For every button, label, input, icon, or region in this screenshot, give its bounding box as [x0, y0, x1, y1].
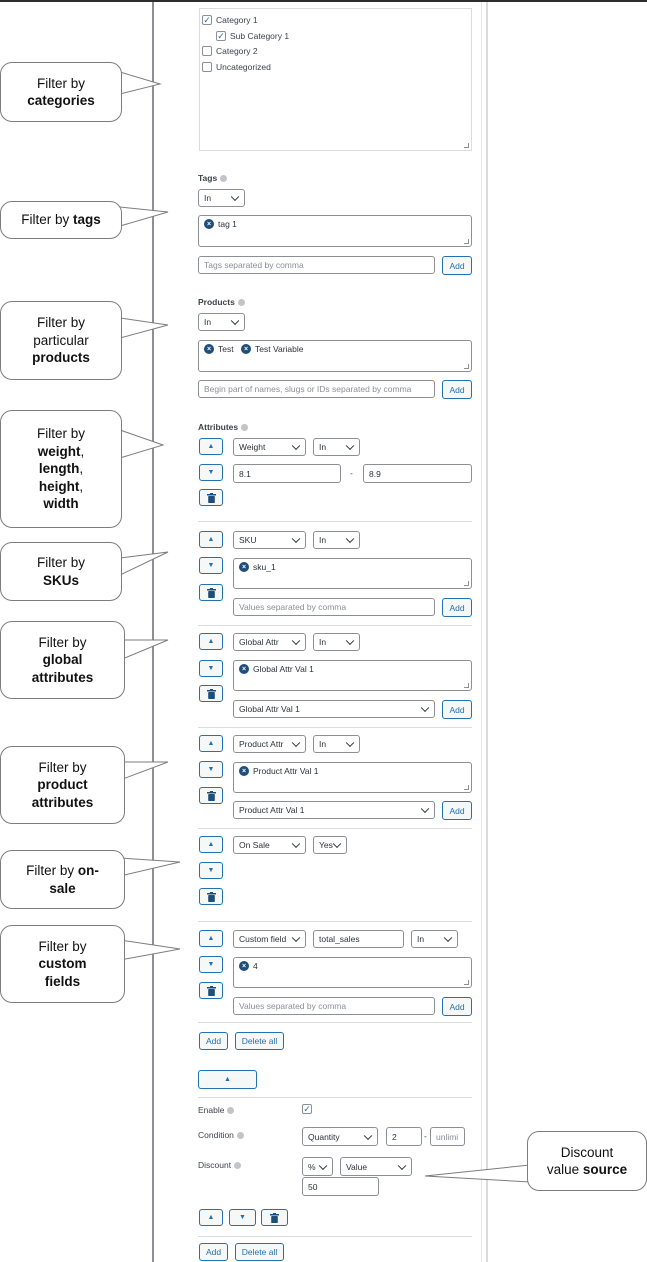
products-label: Products: [198, 297, 245, 307]
product-chip-test-variable: × Test Variable: [241, 344, 304, 354]
arrow-down-icon: ▼: [207, 469, 215, 476]
custom-value-chip: × 4: [239, 961, 258, 971]
products-operator-select[interactable]: In: [198, 313, 245, 331]
pointer-global: [120, 640, 168, 660]
remove-chip-icon[interactable]: ×: [239, 961, 249, 971]
arrow-up-icon: ▲: [224, 1076, 231, 1083]
tags-label: Tags: [198, 173, 227, 183]
delete-all-attributes-button[interactable]: Delete all: [235, 1032, 284, 1050]
pointer-skus: [120, 552, 168, 575]
uncategorized-label: Uncategorized: [216, 62, 271, 72]
delete-all-rules-button[interactable]: Delete all: [235, 1243, 284, 1261]
callout-tags: Filter by tags: [0, 201, 122, 239]
pointer-dimensions: [120, 430, 163, 458]
discount-value-input[interactable]: 50: [302, 1177, 379, 1196]
tags-operator-select[interactable]: In: [198, 189, 245, 207]
arrow-down-icon: ▼: [207, 665, 215, 672]
onsale-attribute-select[interactable]: On Sale: [233, 836, 306, 854]
arrow-up-icon: ▲: [207, 1214, 215, 1221]
sku-chip: × sku_1: [239, 562, 276, 572]
arrow-down-icon: ▼: [207, 961, 215, 968]
tags-add-button[interactable]: Add: [442, 256, 472, 275]
condition-min-input[interactable]: 2: [386, 1127, 422, 1146]
onsale-value-select[interactable]: Yes: [313, 836, 347, 854]
global-attr-chip: × Global Attr Val 1: [239, 664, 314, 674]
pointer-onsale: [120, 858, 180, 876]
category-1-checkbox[interactable]: ✓: [203, 14, 211, 25]
callout-global: Filter by global attributes: [0, 621, 125, 699]
custom-values-input[interactable]: Values separated by comma: [233, 997, 435, 1015]
remove-chip-icon[interactable]: ×: [204, 219, 214, 229]
arrow-up-icon: ▲: [207, 536, 215, 543]
sku-add-button[interactable]: Add: [442, 598, 472, 617]
discount-source-select[interactable]: Value: [340, 1157, 412, 1176]
category-1-label: Category 1: [216, 15, 258, 25]
remove-chip-icon[interactable]: ×: [239, 664, 249, 674]
custom-add-button[interactable]: Add: [442, 997, 472, 1016]
tags-input[interactable]: Tags separated by comma: [198, 256, 435, 274]
custom-attribute-select[interactable]: Custom field: [233, 930, 306, 948]
sub-category-1-checkbox[interactable]: ✓: [217, 30, 225, 41]
condition-separator: -: [424, 1131, 427, 1141]
callout-discount: Discount value source: [527, 1131, 647, 1191]
weight-max-input[interactable]: 8.9: [363, 464, 472, 483]
product-chip-test: × Test: [204, 344, 234, 354]
arrow-up-icon: ▲: [207, 740, 215, 747]
weight-operator-select[interactable]: In: [313, 438, 360, 456]
add-attribute-button[interactable]: Add: [199, 1032, 228, 1050]
global-operator-select[interactable]: In: [313, 633, 360, 651]
arrow-up-icon: ▲: [207, 443, 215, 450]
sku-attribute-select[interactable]: SKU: [233, 531, 306, 549]
arrow-down-icon: ▼: [207, 562, 215, 569]
weight-attribute-select[interactable]: Weight: [233, 438, 306, 456]
pointer-custom: [120, 940, 180, 960]
arrow-down-icon: ▼: [207, 766, 215, 773]
pointer-products: [120, 318, 168, 338]
pointer-product-attr: [120, 762, 168, 780]
discount-label: Discount: [198, 1160, 241, 1170]
callout-dimensions: Filter by weight, length, height, width: [0, 410, 122, 528]
arrow-up-icon: ▲: [207, 841, 215, 848]
remove-chip-icon[interactable]: ×: [239, 562, 249, 572]
enable-checkbox[interactable]: ✓: [303, 1103, 311, 1114]
arrow-down-icon: ▼: [207, 867, 215, 874]
remove-chip-icon[interactable]: ×: [239, 766, 249, 776]
callout-product-attr: Filter by product attributes: [0, 746, 125, 824]
remove-chip-icon[interactable]: ×: [241, 344, 251, 354]
category-2-label: Category 2: [216, 46, 258, 56]
attributes-label: Attributes: [198, 422, 248, 432]
discount-unit-select[interactable]: %: [302, 1157, 333, 1176]
pointer-discount: [425, 1165, 530, 1182]
weight-min-input[interactable]: 8.1: [233, 464, 341, 483]
callout-categories: Filter by categories: [0, 62, 122, 122]
products-add-button[interactable]: Add: [442, 380, 472, 399]
tag-chip: × tag 1: [204, 219, 237, 229]
sku-input[interactable]: Values separated by comma: [233, 598, 435, 616]
arrow-up-icon: ▲: [207, 935, 215, 942]
callout-products: Filter by particular products: [0, 301, 122, 380]
custom-field-name-input[interactable]: total_sales: [313, 930, 404, 948]
global-value-select[interactable]: Global Attr Val 1: [233, 700, 435, 718]
arrow-up-icon: ▲: [207, 638, 215, 645]
remove-chip-icon[interactable]: ×: [204, 344, 214, 354]
pointer-tags: [120, 207, 168, 226]
range-separator: -: [350, 468, 353, 478]
condition-max-input[interactable]: unlimi: [430, 1127, 465, 1146]
product-add-button[interactable]: Add: [442, 801, 472, 820]
custom-operator-select[interactable]: In: [411, 930, 458, 948]
global-add-button[interactable]: Add: [442, 700, 472, 719]
callout-custom: Filter by custom fields: [0, 925, 125, 1003]
sub-category-1-label: Sub Category 1: [230, 31, 290, 41]
products-input[interactable]: Begin part of names, slugs or IDs separated by comma: [198, 380, 435, 398]
product-attribute-select[interactable]: Product Attr: [233, 735, 306, 753]
global-attribute-select[interactable]: Global Attr: [233, 633, 306, 651]
product-operator-select[interactable]: In: [313, 735, 360, 753]
arrow-down-icon: ▼: [239, 1214, 246, 1221]
callout-skus: Filter by SKUs: [0, 542, 122, 601]
pointer-categories: [120, 72, 160, 94]
product-value-select[interactable]: Product Attr Val 1: [233, 801, 435, 819]
condition-select[interactable]: Quantity: [302, 1127, 378, 1146]
condition-label: Condition: [198, 1130, 244, 1140]
enable-label: Enable: [198, 1105, 234, 1115]
sku-operator-select[interactable]: In: [313, 531, 360, 549]
product-attr-chip: × Product Attr Val 1: [239, 766, 319, 776]
add-rule-button[interactable]: Add: [199, 1243, 228, 1261]
callout-onsale: Filter by on- sale: [0, 850, 125, 909]
